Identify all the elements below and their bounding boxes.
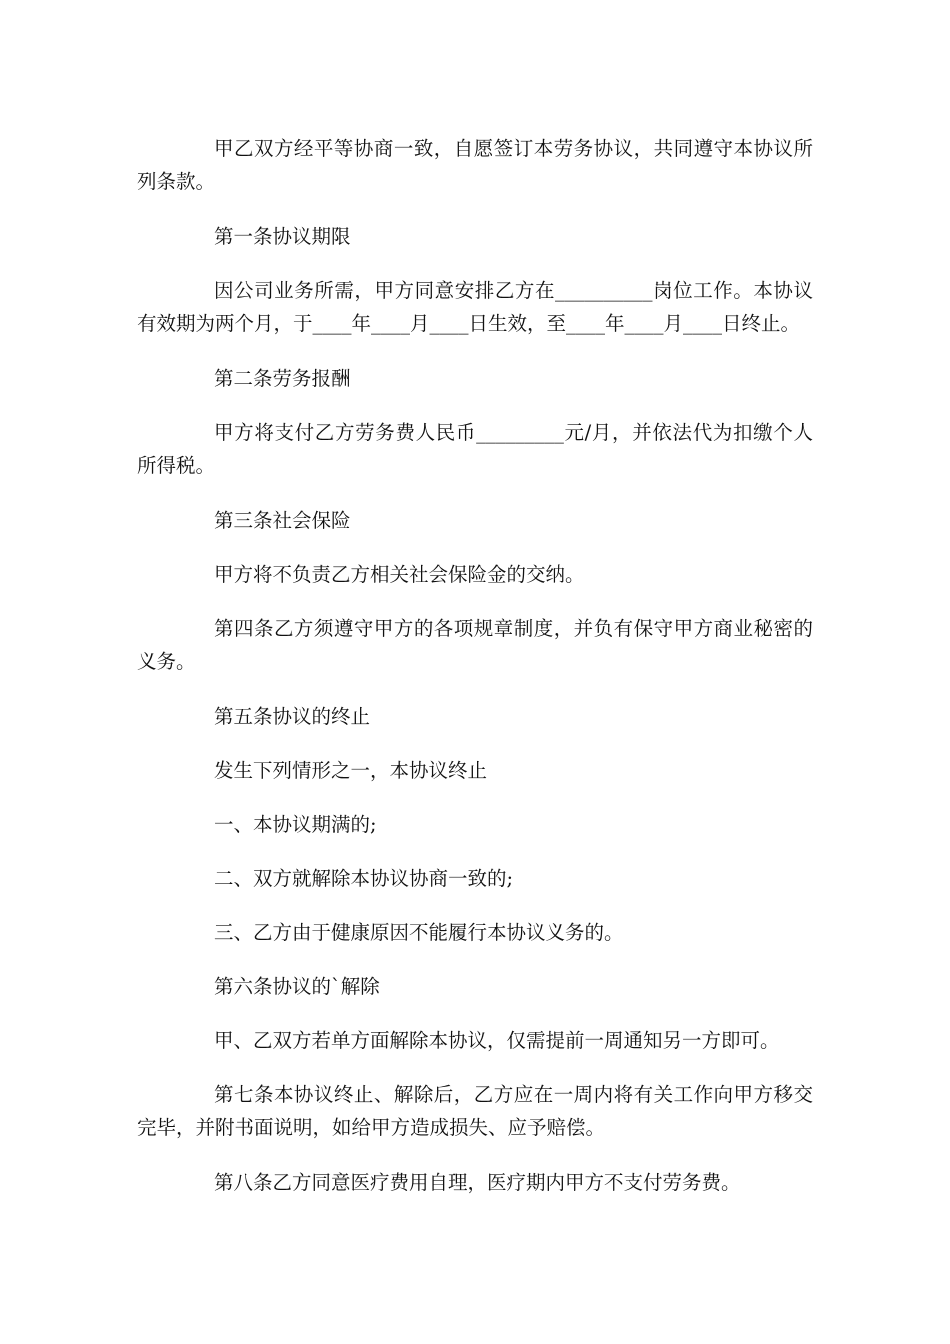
- list-item: 三、乙方由于健康原因不能履行本协议义务的。: [214, 921, 624, 944]
- document-body: [137, 132, 813, 1220]
- article-5-intro: 发生下列情形之一，本协议终止: [214, 759, 488, 782]
- article-6-heading: 第六条协议的`解除: [214, 975, 380, 998]
- article-6-text: 甲、乙双方若单方面解除本协议，仅需提前一周通知另一方即可。: [214, 1029, 780, 1052]
- article-4-text: 第四条乙方须遵守甲方的各项规章制度，并负有保守甲方商业秘密的义务。: [137, 617, 813, 673]
- article-7-text: 第七条本协议终止、解除后，乙方应在一周内将有关工作向甲方移交完毕，并附书面说明，如给甲方造成损失、应予赔偿。: [137, 1083, 813, 1139]
- list-item: 二、双方就解除本协议协商一致的;: [214, 867, 514, 890]
- article-1-heading: 第一条协议期限: [214, 225, 351, 248]
- article-5-heading: 第五条协议的终止: [214, 705, 371, 728]
- article-3-text: 甲方将不负责乙方相关社会保险金的交纳。: [214, 563, 585, 586]
- paragraph-intro: 甲乙双方经平等协商一致，自愿签订本劳务协议，共同遵守本协议所列条款。: [137, 137, 813, 193]
- article-1-text: 因公司业务所需，甲方同意安排乙方在__________岗位工作。本协议有效期为两个月，于____年____月____日生效，至____年____月____日终止。: [137, 279, 813, 335]
- article-2-heading: 第二条劳务报酬: [214, 367, 351, 390]
- article-3-heading: 第三条社会保险: [214, 509, 351, 532]
- article-2-text: 甲方将支付乙方劳务费人民币_________元/月，并依法代为扣缴个人所得税。: [137, 421, 813, 477]
- list-item: 一、本协议期满的;: [214, 813, 377, 836]
- article-8-text: 第八条乙方同意医疗费用自理，医疗期内甲方不支付劳务费。: [214, 1171, 741, 1194]
